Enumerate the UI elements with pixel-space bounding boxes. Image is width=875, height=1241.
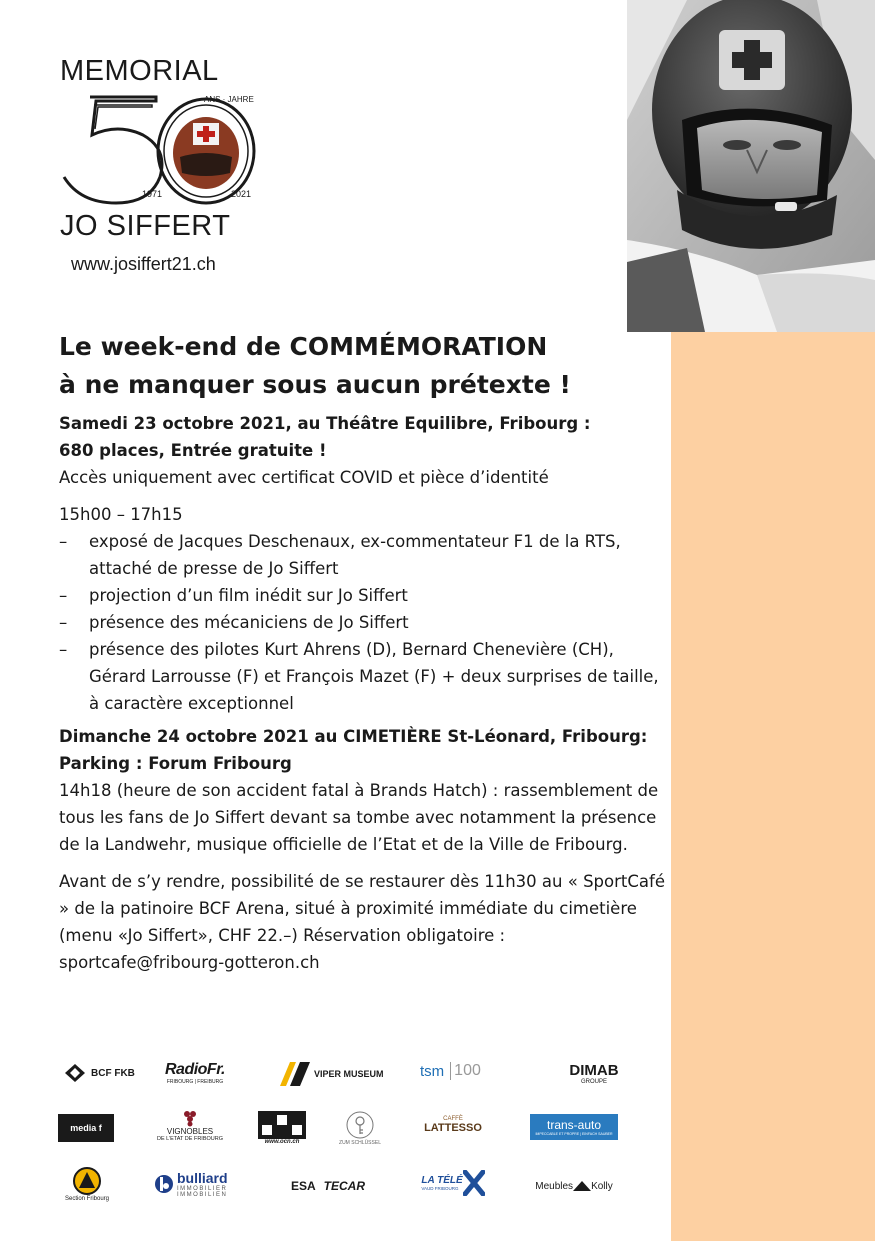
logo-years-label: ANS · JAHRE <box>204 95 254 104</box>
bulliard-mark-icon <box>154 1172 174 1196</box>
saturday-program-list <box>59 528 669 717</box>
driver-photo <box>627 0 875 332</box>
bcf-mark-icon <box>63 1062 87 1084</box>
sponsor-bulliard: bulliard IMMOBILIER IMMOBILIEN <box>154 1164 244 1204</box>
viper-logo-icon <box>280 1062 310 1086</box>
sponsor-section-fribourg: Section Fribourg <box>56 1162 118 1206</box>
sponsor-vignobles: VIGNOBLES DE L’ETAT DE FRIBOURG <box>144 1102 236 1148</box>
headline-line-1: Le week-end de COMMÉMORATION <box>59 332 548 361</box>
sponsor-logos <box>56 1050 636 1210</box>
sunday-parking: Parking : Forum Fribourg <box>59 754 292 773</box>
list-item: – présence des pilotes Kurt Ahrens (D), Bernard Chenevière (CH), Gérard Larrousse (F) et François Mazet (F) + deux surprises de taille, à caractère exceptionnel <box>59 636 669 717</box>
sponsor-zum-schlussel: ZUM SCHLÜSSEL <box>332 1102 388 1154</box>
logo-name-text: JO SIFFERT <box>60 210 231 242</box>
memorial-logo <box>58 55 268 245</box>
list-item: – exposé de Jacques Deschenaux, ex-commentateur F1 de la RTS, attaché de presse de Jo Siffert <box>59 528 669 582</box>
saturday-subtitle: 680 places, Entrée gratuite ! <box>59 441 327 460</box>
sponsor-viper-museum: VIPER MUSEUM <box>278 1060 374 1088</box>
sponsor-tsm: tsm 100 <box>420 1062 481 1080</box>
sponsor-la-tele: LA TÉLÉ VAUD FRIBOURG <box>418 1166 488 1200</box>
saturday-time: 15h00 – 17h15 <box>59 505 183 524</box>
list-item: – projection d’un film inédit sur Jo Siffert <box>59 582 669 609</box>
logo-memorial-text: MEMORIAL <box>60 55 219 87</box>
sponsor-esa-tecar: ESA TECAR <box>290 1179 366 1193</box>
ocn-logo-icon <box>258 1111 306 1139</box>
acs-emblem-icon <box>71 1166 103 1196</box>
sunday-restaurant: Avant de s’y rendre, possibilité de se restaurer dès 11h30 au « SportCafé » de la patinoire BCF Arena, situé à proximité immédiate du cimetière (menu «Jo Siffert», CHF 22.–) Réservation obligatoire : sportcafe@fribourg-gotteron.ch <box>59 872 665 972</box>
sponsor-lattesso: CAFFÈ LATTESSO <box>424 1116 482 1134</box>
sponsor-bcf: BCF FKB <box>60 1058 120 1088</box>
sponsor-radiofr: RadioFr. FRIBOURG | FREIBURG <box>164 1061 225 1085</box>
sunday-title: Dimanche 24 octobre 2021 au CIMETIÈRE St-Léonard, Fribourg: <box>59 727 648 746</box>
sponsor-ocn: www.ocn.ch <box>256 1106 308 1150</box>
sponsor-trans-auto: trans-auto IMPECCABLE ET PROPRE | EINFACH SAUBER <box>530 1114 618 1140</box>
sponsor-media-f: media f <box>58 1114 114 1142</box>
logo-year-start: 1971 <box>142 189 163 199</box>
saturday-access: Accès uniquement avec certificat COVID et pièce d’identité <box>59 468 549 487</box>
sponsor-dimab: DIMAB GROUPE <box>569 1061 619 1085</box>
headline-line-2: à ne manquer sous aucun prétexte ! <box>59 370 571 399</box>
sunday-text: 14h18 (heure de son accident fatal à Brands Hatch) : rassemblement de tous les fans de Jo Siffert devant sa tombe avec notamment la présence de la Landwehr, musique officielle de l’Etat et de la Ville de Fribourg. <box>59 781 659 854</box>
peach-side-band <box>671 332 875 1241</box>
logo-year-end: 2021 <box>231 189 252 199</box>
la-tele-x-icon <box>463 1170 485 1196</box>
list-item: – présence des mécaniciens de Jo Siffert <box>59 609 669 636</box>
website-link[interactable]: www.josiffert21.ch <box>71 254 216 274</box>
main-content <box>59 328 669 976</box>
saturday-title: Samedi 23 octobre 2021, au Théâtre Equilibre, Fribourg : <box>59 414 591 433</box>
meubles-kolly-mark-icon <box>573 1179 591 1193</box>
sponsor-meubles-kolly: Meubles Kolly <box>535 1180 613 1192</box>
key-emblem-icon <box>345 1110 375 1140</box>
grapes-icon <box>182 1109 198 1127</box>
